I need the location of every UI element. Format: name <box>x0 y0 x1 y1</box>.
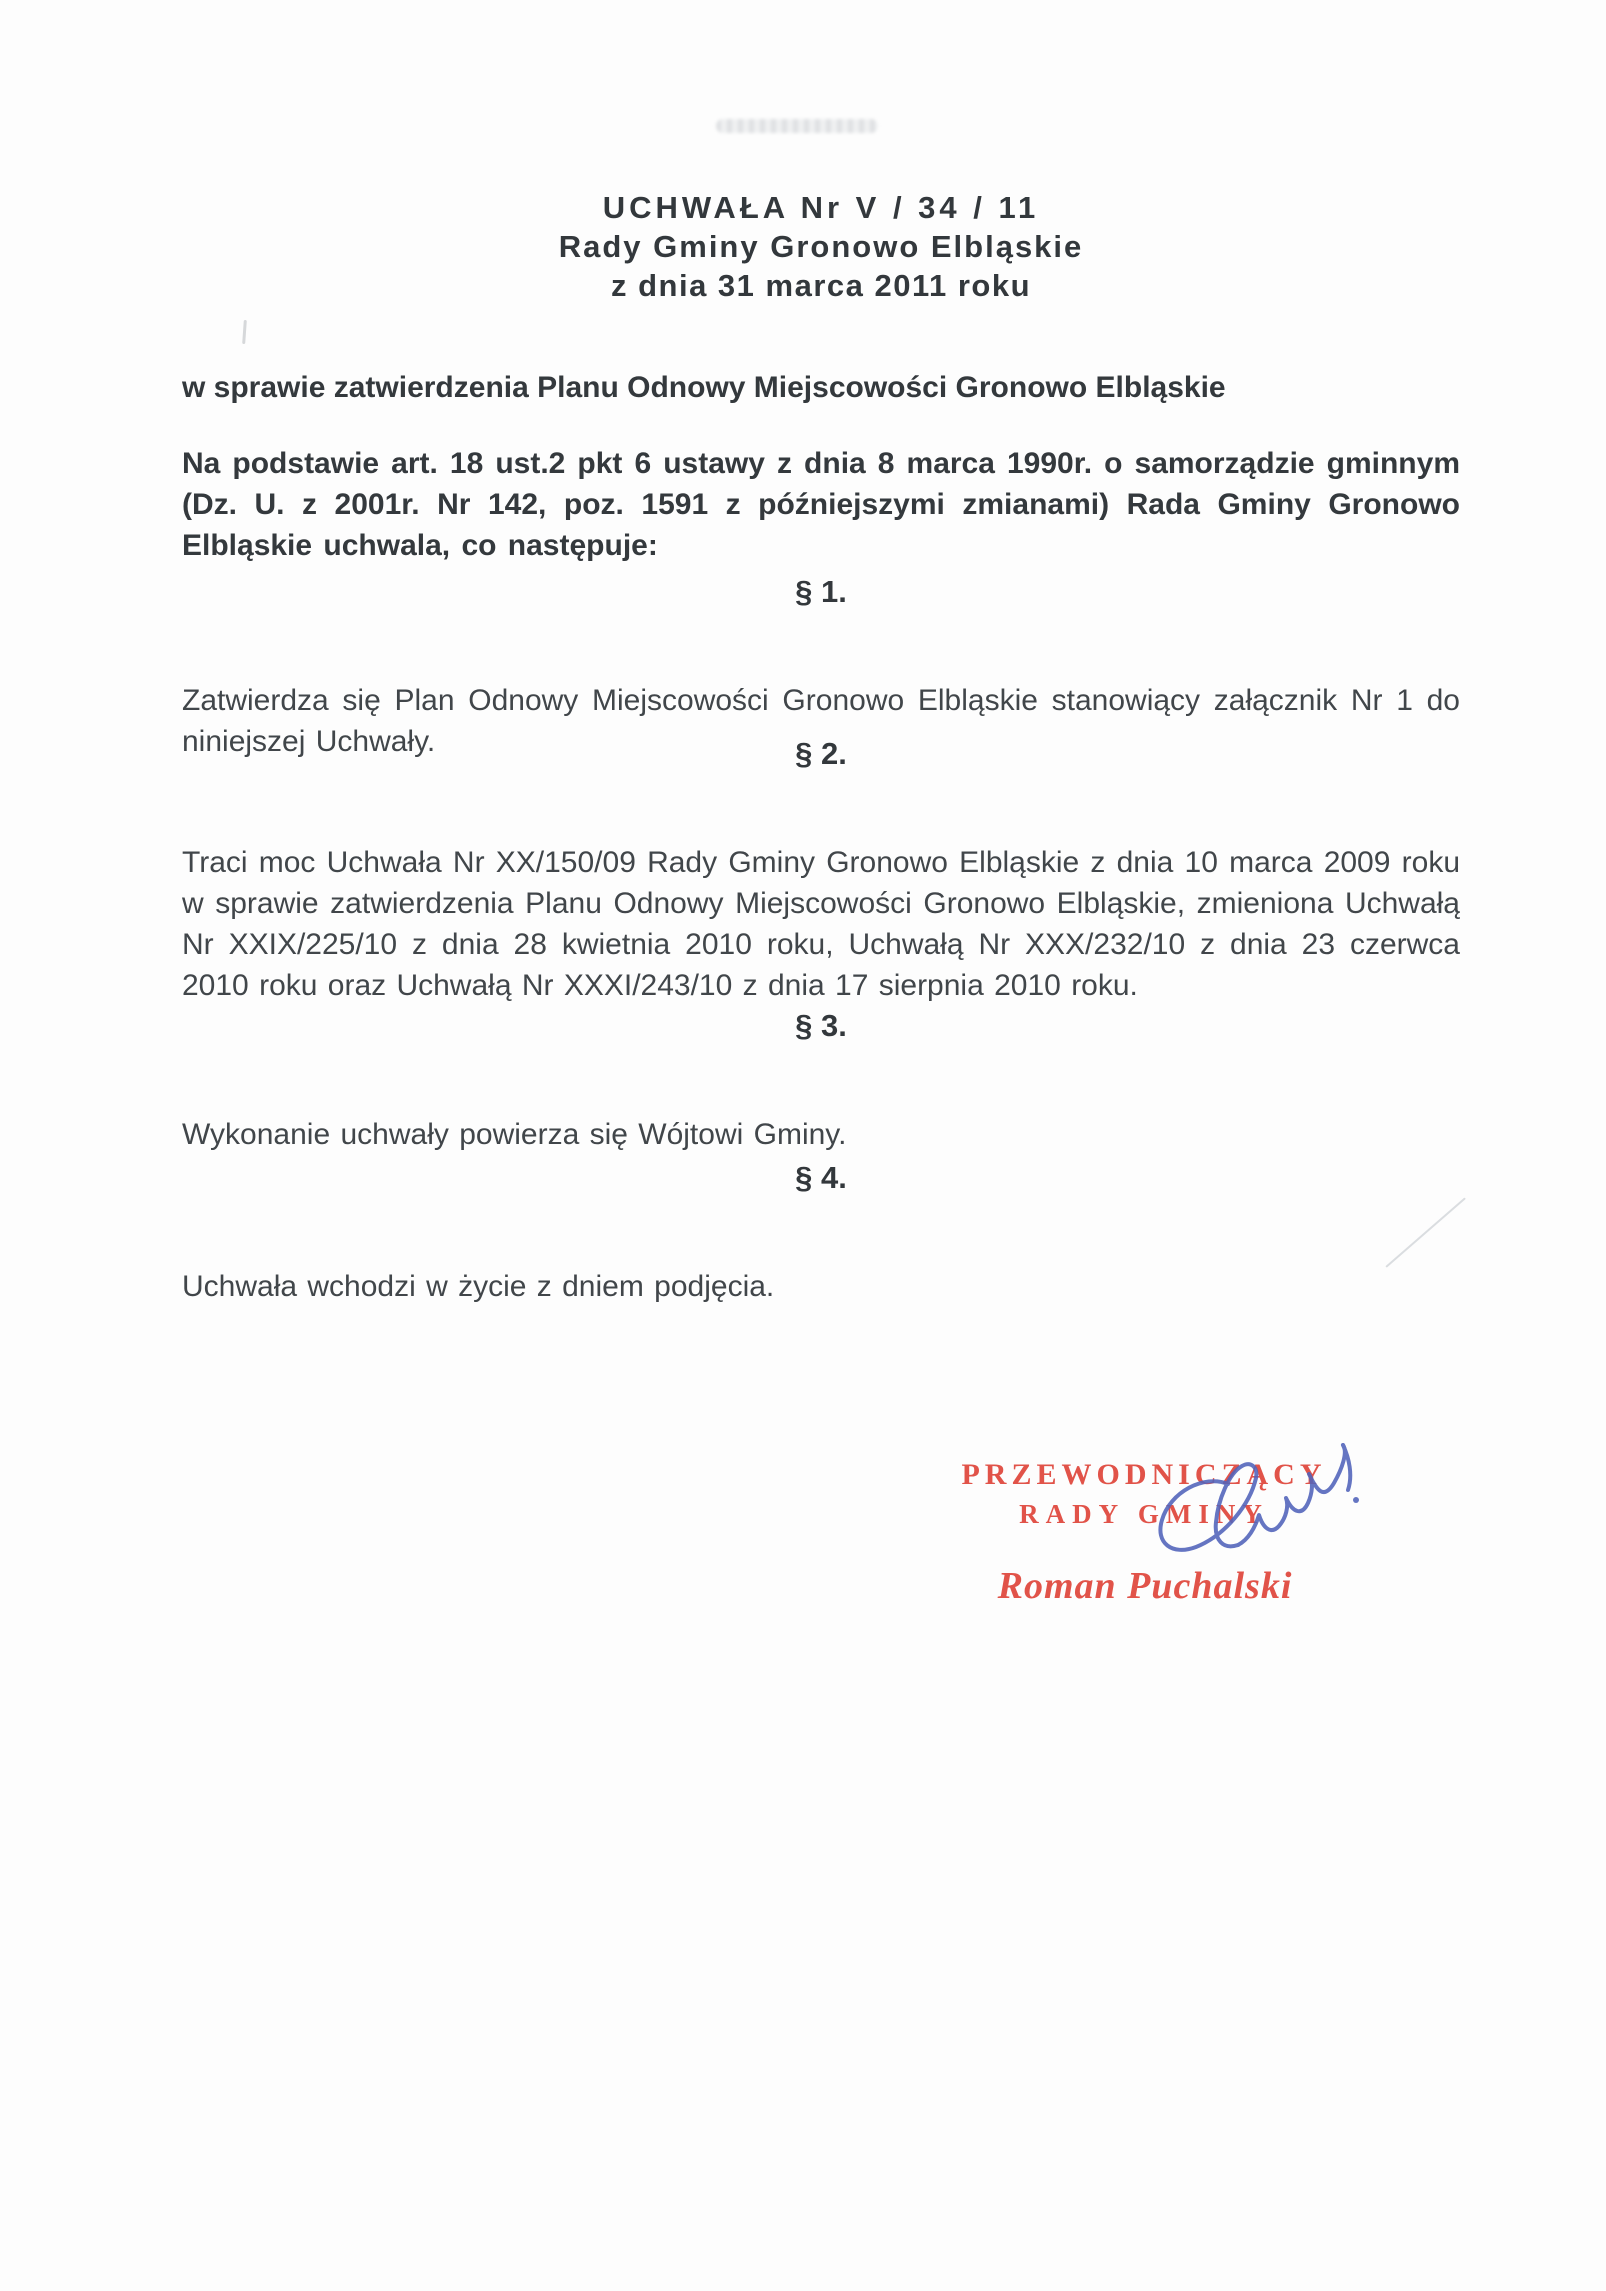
resolution-date: z dnia 31 marca 2011 roku <box>610 268 1032 303</box>
section-3-heading: § 3. <box>795 1008 847 1043</box>
section-1-heading: § 1. <box>795 574 847 609</box>
council-name: Rady Gminy Gronowo Elbląskie <box>558 229 1084 264</box>
ink-tick-mark <box>242 320 247 344</box>
handwritten-signature <box>1112 1440 1364 1578</box>
resolution-number: UCHWAŁA Nr V / 34 / 11 <box>602 190 1040 225</box>
section-4-heading: § 4. <box>795 1160 847 1195</box>
stamp-title-line-2: RADY GMINY <box>1019 1499 1269 1529</box>
section-2-body: Traci moc Uchwała Nr XX/150/09 Rady Gminy Gronowo Elbląskie z dnia 10 marca 2009 roku w sprawie zatwierdzenia Planu Odnowy Miejscowości Gronowo Elbląskie, zmieniona Uchwałą Nr XXIX/225/10 z dnia 28 kwietnia 2010 roku, Uchwałą Nr XXX/232/10 z dnia 23 czerwca 2010 roku oraz Uchwałą Nr XXXI/243/10 z dnia 17 sierpnia 2010 roku. <box>182 846 1460 1002</box>
document-header <box>182 188 1460 305</box>
stamp-title-line-1: PRZEWODNICZĄCY <box>961 1458 1327 1491</box>
subject-line: w sprawie zatwierdzenia Planu Odnowy Miejscowości Gronowo Elbląskie <box>182 371 1226 404</box>
faded-stamp-mark <box>716 119 878 133</box>
pencil-mark <box>1385 1197 1466 1267</box>
legal-basis-paragraph: Na podstawie art. 18 ust.2 pkt 6 ustawy z dnia 8 marca 1990r. o samorządzie gminnym (Dz. U. z 2001r. Nr 142, poz. 1591 z późniejszymi zmianami) Rada Gminy Gronowo Elbląskie uchwala, co następuje: <box>182 447 1460 562</box>
section-3-body: Wykonanie uchwały powierza się Wójtowi Gminy. <box>182 1118 847 1151</box>
section-4-body: Uchwała wchodzi w życie z dniem podjęcia. <box>182 1270 775 1303</box>
section-1-body: Zatwierdza się Plan Odnowy Miejscowości Gronowo Elbląskie stanowiący załącznik Nr 1 do niniejszej Uchwały. <box>182 684 1460 758</box>
chairman-name: Roman Puchalski <box>997 1565 1293 1607</box>
section-2-heading: § 2. <box>795 736 847 771</box>
